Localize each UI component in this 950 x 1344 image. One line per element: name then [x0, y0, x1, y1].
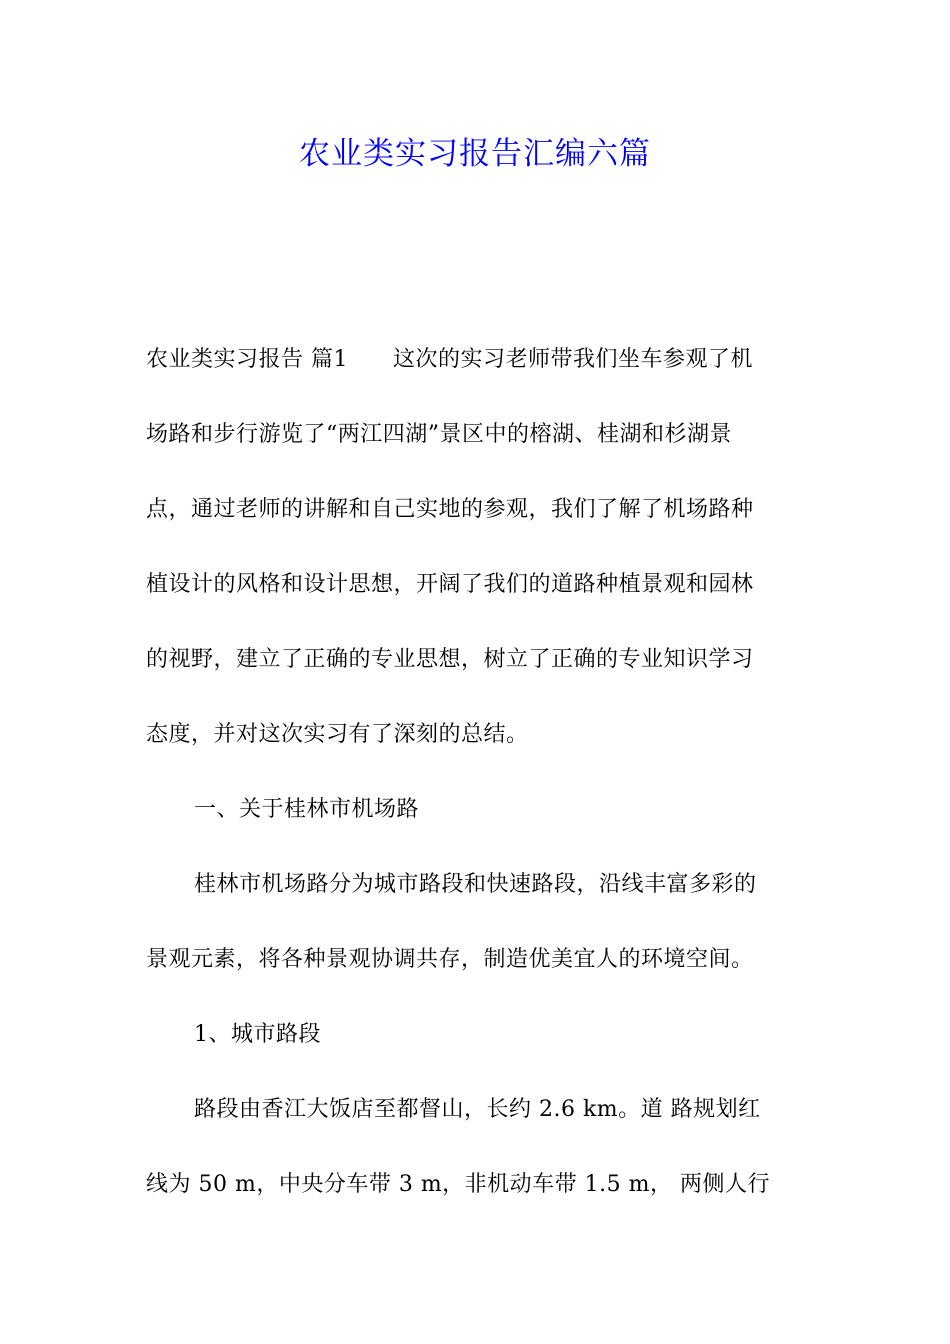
body-line-2: 场路和步行游览了“两江四湖”景区中的榕湖、桂湖和杉湖景: [146, 422, 732, 447]
body-line-12: 线为 50 m，中央分车带 3 m，非机动车带 1.5 m， 两侧人行: [146, 1172, 771, 1197]
document-title: 农业类实习报告汇编六篇: [299, 136, 651, 172]
body-line-5: 的视野，建立了正确的专业思想，树立了正确的专业知识学习: [146, 647, 754, 672]
body-line-8: 桂林市机场路分为城市路段和快速路段，沿线丰富多彩的: [194, 872, 757, 897]
body-line-4: 植设计的风格和设计思想，开阔了我们的道路种植景观和园林: [146, 572, 754, 597]
subsection-heading-city-segment: 1、城市路段: [194, 1022, 321, 1047]
body-line-9: 景观元素，将各种景观协调共存，制造优美宜人的环境空间。: [146, 947, 754, 972]
body-line-11: 路段由香江大饭店至都督山，长约 2.6 km。道 路规划红: [194, 1097, 761, 1122]
body-line-6: 态度，并对这次实习有了深刻的总结。: [146, 722, 529, 747]
body-line-3: 点，通过老师的讲解和自己实地的参观，我们了解了机场路种: [146, 497, 754, 522]
section-heading-airport-road: 一、关于桂林市机场路: [194, 797, 420, 822]
body-line-1: 农业类实习报告 篇1 这次的实习老师带我们坐车参观了机: [146, 347, 753, 372]
